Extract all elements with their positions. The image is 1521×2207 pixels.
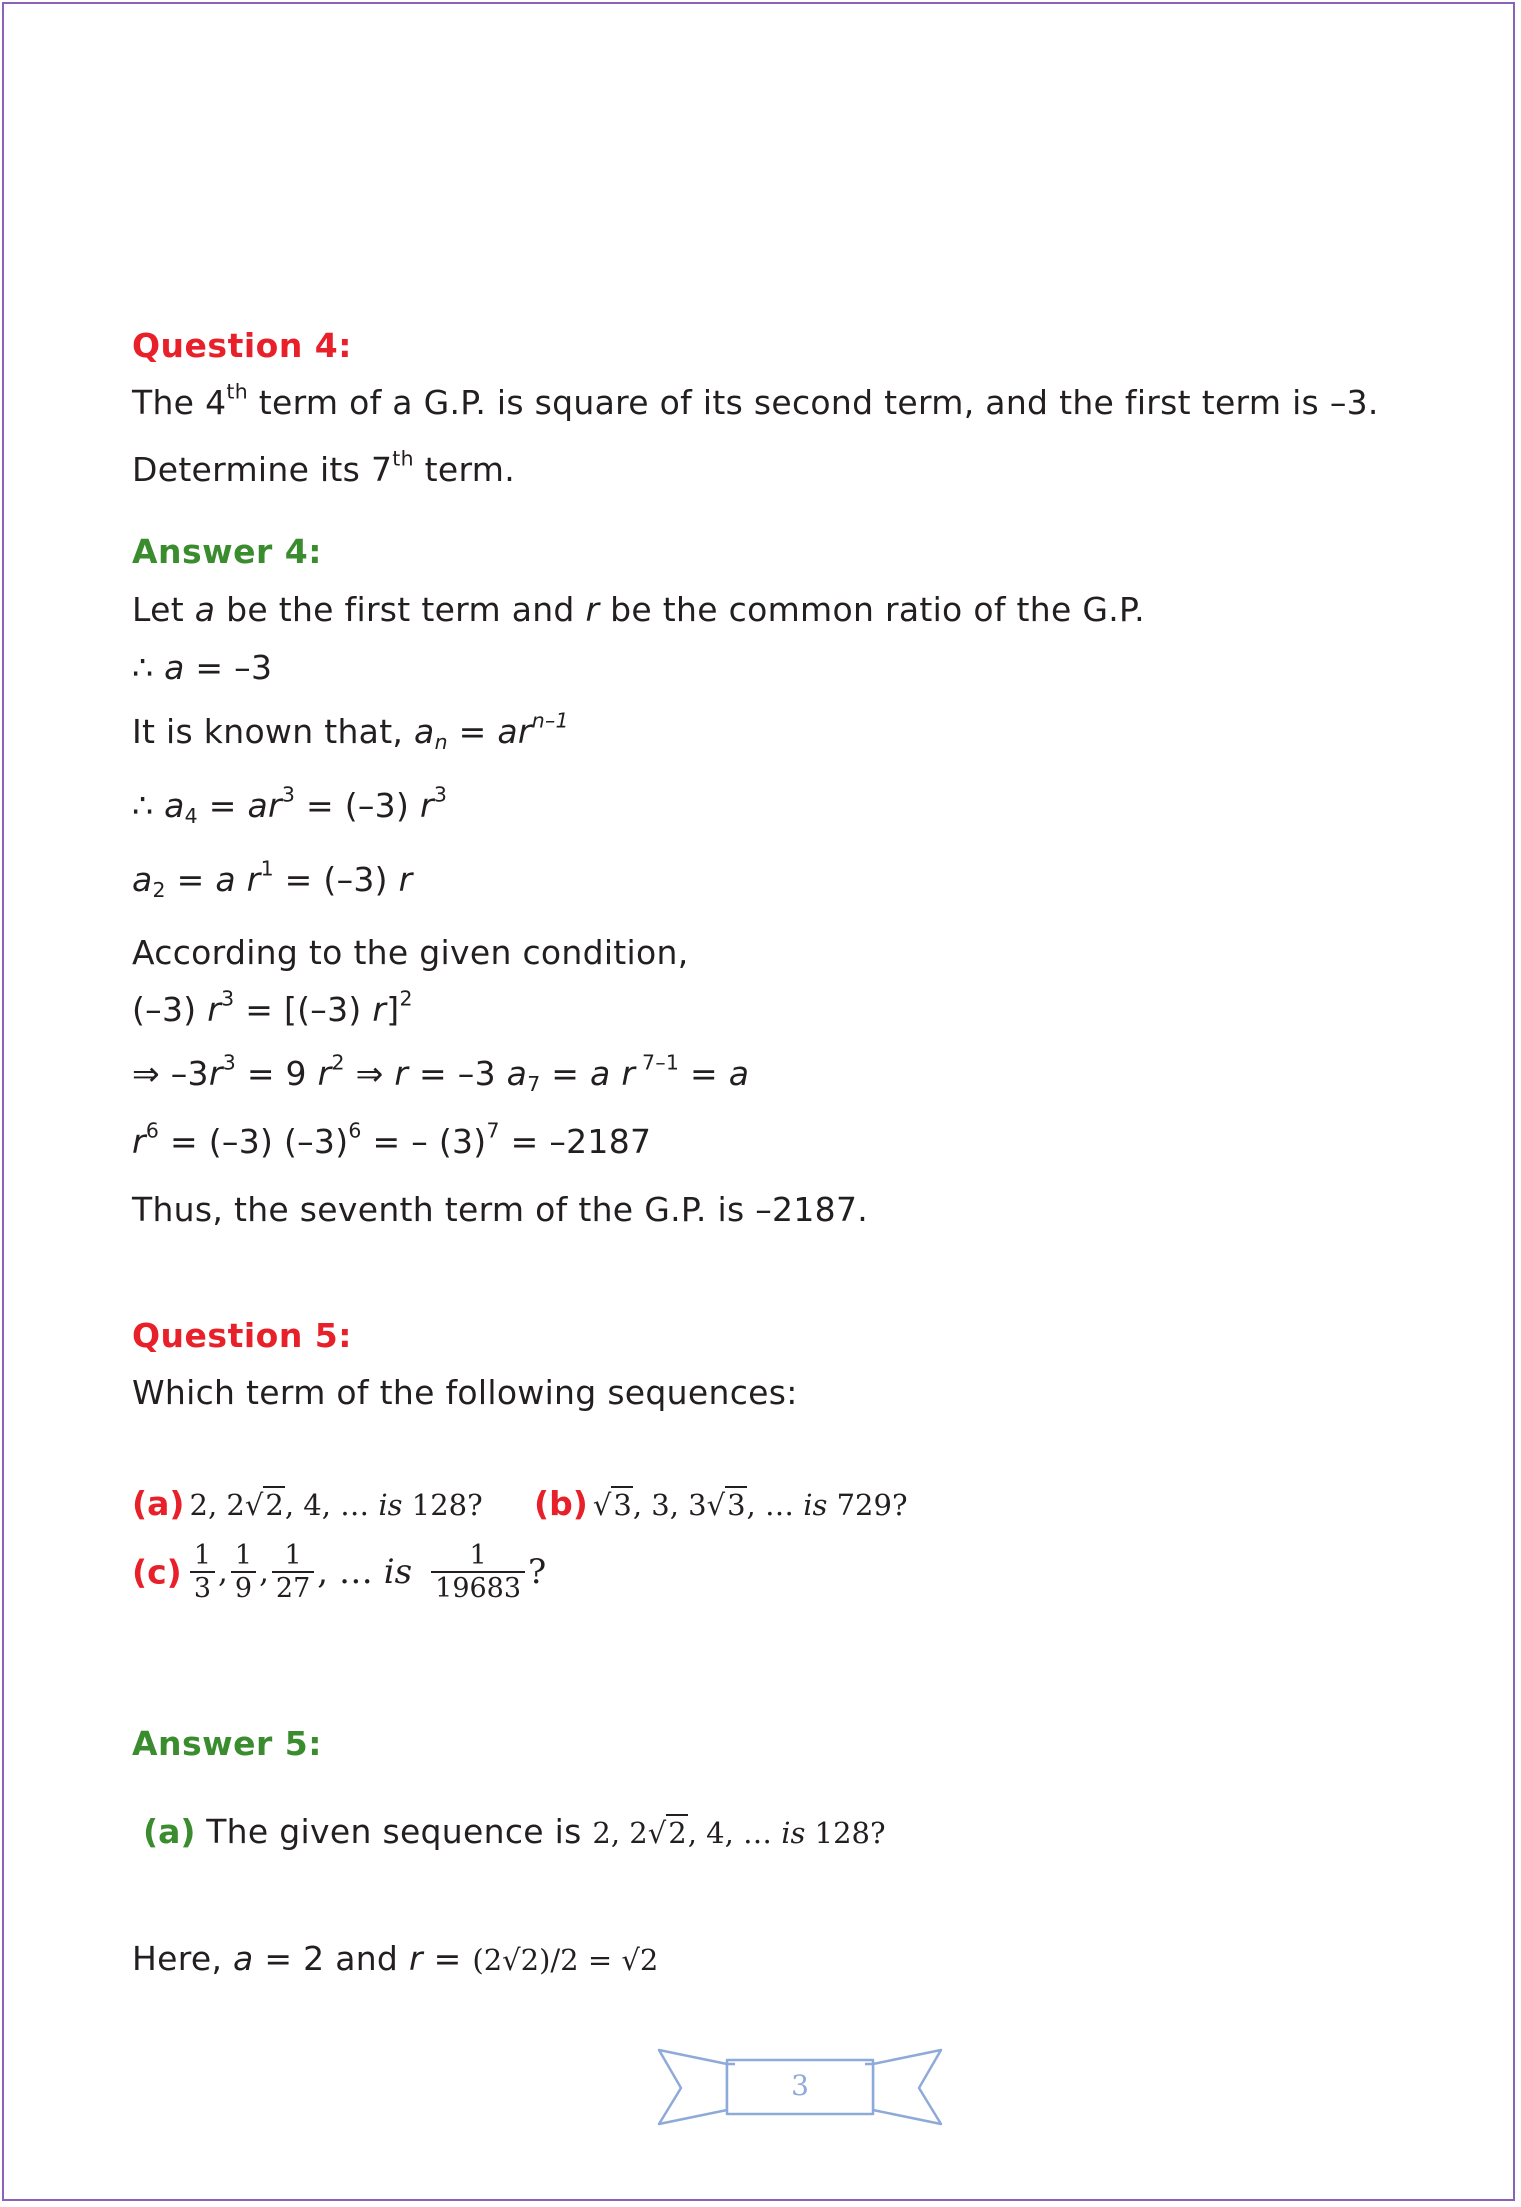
fraction-1-27: $\frac{1}{27}$ [272,1540,314,1604]
answer-part-a-label: (a) [143,1812,196,1851]
question-5-part-b [534,1484,908,1523]
answer-4-line-3: It is known that, $a_n = ar^{n-1}$ [132,708,569,755]
fraction-1-3: $\frac{1}{3}$ [190,1540,215,1604]
question-4-line-1: The 4th term of a G.P. is square of its second term, and the first term is –3. [132,379,1379,422]
page-number: 3 [791,2069,809,2102]
answer-4-line-7: (–3) $r^3 = [(-3)$ r]$^2$ [132,986,413,1029]
answer-5-heading: Answer 5: [132,1724,322,1763]
question-5-line-1: Which term of the following sequences: [132,1373,798,1412]
fraction-1-9: $\frac{1}{9}$ [231,1540,256,1604]
fraction-1-19683: $\frac{1}{19683}$ [431,1540,525,1604]
answer-4-conclusion: Thus, the seventh term of the G.P. is –2187. [132,1190,869,1229]
part-b-sequence: √3, 3, 3√3, … is 729? [592,1488,908,1522]
question-5-part-c: (c) $\frac{1}{3}$ , $\frac{1}{9}$ , $\frac{1}{27}$ , … is $\frac{1}{19683}$ ? [132,1540,547,1605]
page-number-ribbon [655,2044,945,2130]
question-5-heading: Question 5: [132,1316,352,1355]
answer-5-part-a: (a) The given sequence is 2, 2√2, 4, … is 128? [143,1812,886,1851]
answer-part-a-sequence: 2, 2√2, 4, … is 128? [592,1816,886,1850]
part-a-sequence: 2, 2√2, 4, … is 128? [189,1488,483,1522]
part-a-label: (a) [132,1484,185,1523]
answer-4-line-4: ∴ $a_4 = ar^3 = (-3)$ $r^3$ [132,782,448,829]
part-b-label: (b) [534,1484,588,1523]
question-5-part-a [132,1484,483,1523]
answer-4-line-1: Let a be the first term and r be the common ratio of the G.P. [132,590,1145,629]
answer-4-line-5: $a_2 = a$ $r^1 = (-3)$ r [132,856,413,903]
answer-5-here-line: Here, a = 2 and r = (2√2)/2 = √2 [132,1939,659,1978]
answer-4-line-8: ⇒ $-3r^3 = 9$ $r^2$ ⇒ r = –3 $a_7 = a$ r $^{7-1}$ = a [132,1050,750,1097]
answer-4-line-2: ∴ a = –3 [132,648,273,687]
answer-4-line-6: According to the given condition, [132,933,689,972]
answer-4-line-9: $r^6 = (-3) (-3)^6$ = – $(3)^7 = -2187$ [132,1118,652,1161]
part-c-label: (c) [132,1552,182,1592]
answer-4-heading: Answer 4: [132,532,322,571]
question-4-line-2: Determine its 7th term. [132,446,515,489]
question-4-heading: Question 4: [132,326,352,365]
